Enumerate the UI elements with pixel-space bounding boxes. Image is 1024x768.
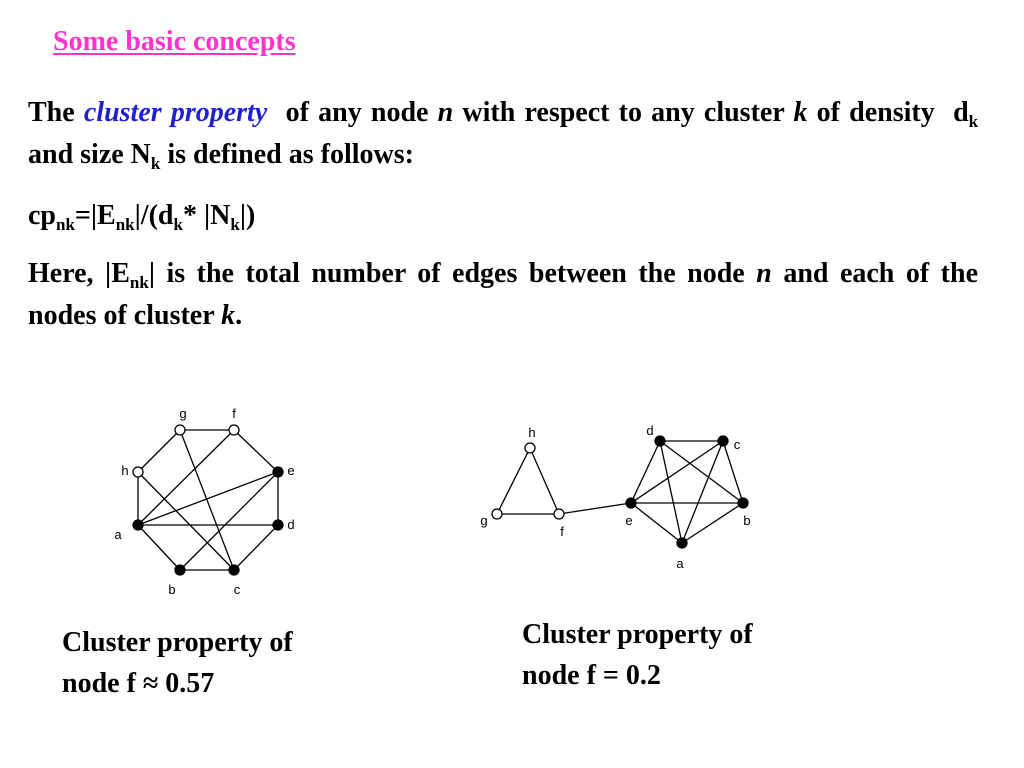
node-label-c: c xyxy=(733,437,741,452)
node-label-f: f xyxy=(560,524,564,539)
node-label-a: a xyxy=(114,527,122,542)
formula: $cp_{nk}=|E_{nk}|/(d_k*$ $|N_k|$) xyxy=(28,200,256,234)
node-label-a: a xyxy=(676,556,684,571)
node-label-e: e xyxy=(625,513,633,528)
node-a xyxy=(677,538,687,548)
node-label-b: b xyxy=(168,582,176,597)
node-h xyxy=(525,443,535,453)
slide-title: Some basic concepts xyxy=(53,26,296,57)
node-label-g: g xyxy=(480,513,488,528)
caption-left: Cluster property of node f ≈ 0.57 xyxy=(62,627,293,699)
node-label-f: f xyxy=(232,406,236,421)
node-e xyxy=(626,498,636,508)
node-d xyxy=(655,436,665,446)
node-label-d: d xyxy=(287,517,295,532)
caption-right: Cluster property of node f = 0.2 xyxy=(522,619,753,691)
edge-h-f xyxy=(530,448,559,514)
edge-b-a xyxy=(682,503,743,543)
node-label-e: e xyxy=(287,463,295,478)
edge-f-e xyxy=(559,503,631,514)
node-label-g: g xyxy=(179,406,187,421)
explanation-paragraph: Here, $|E_{nk}|$ is the total number of edges between the node n and each of the nodes of cluster k. xyxy=(28,258,979,331)
edge-c-a xyxy=(682,441,723,543)
node-label-d: d xyxy=(646,423,654,438)
node-label-c: c xyxy=(233,582,241,597)
node-g xyxy=(492,509,502,519)
node-f xyxy=(554,509,564,519)
node-label-h: h xyxy=(528,425,536,440)
node-label-b: b xyxy=(743,513,751,528)
definition-paragraph: The cluster property of any node n with respect to any cluster k of density $d_k$ and size $N_k$ is defined as follows: xyxy=(28,97,979,173)
cluster-property-term: cluster property xyxy=(83,97,268,128)
node-label-h: h xyxy=(121,463,129,478)
node-c xyxy=(718,436,728,446)
edge-h-g xyxy=(497,448,530,514)
node-b xyxy=(738,498,748,508)
